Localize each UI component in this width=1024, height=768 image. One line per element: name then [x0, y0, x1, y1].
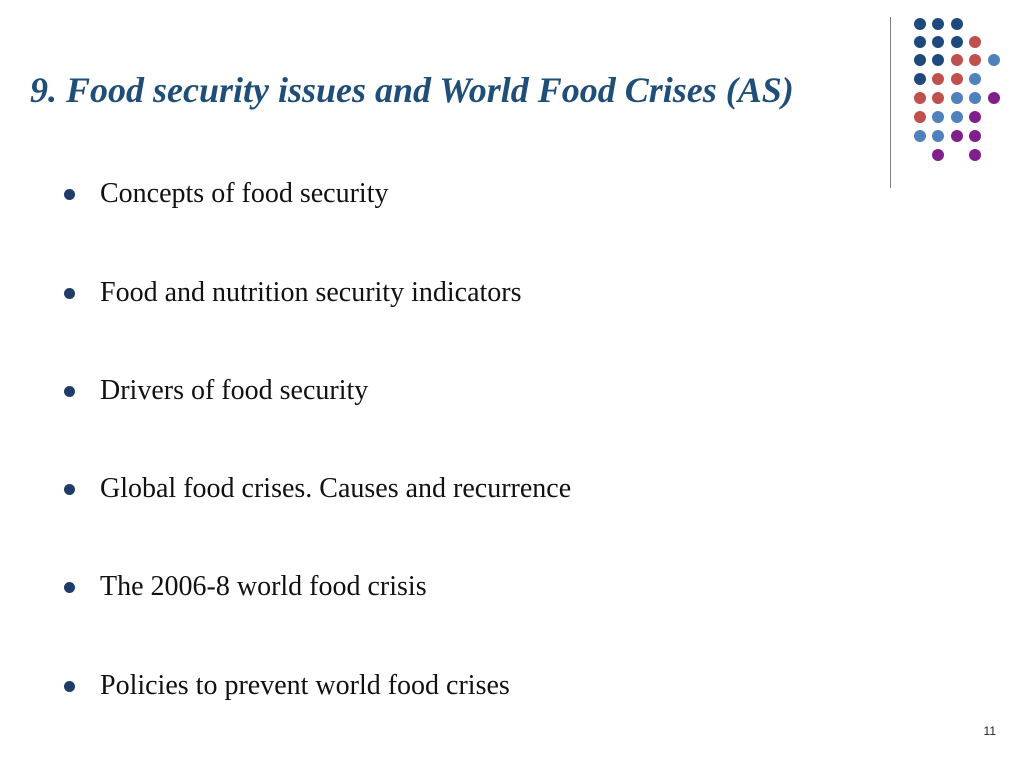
bullet-marker: [64, 288, 75, 299]
page-number: 11: [983, 724, 996, 738]
bullet-item: [64, 174, 389, 214]
bullet-marker: [64, 484, 75, 495]
bullet-text: Food and nutrition security indicators: [100, 277, 522, 308]
bullet-text: Drivers of food security: [100, 375, 369, 406]
bullet-text: Global food crises. Causes and recurrence: [100, 473, 572, 504]
bullet-marker: [64, 582, 75, 593]
bullet-text: Concepts of food security: [100, 178, 389, 209]
bullet-item: [64, 371, 368, 411]
bullet-marker: [64, 681, 75, 692]
bullet-item: [64, 666, 510, 706]
bullet-item: [64, 567, 427, 607]
bullet-marker: [64, 386, 75, 397]
bullet-item: [64, 469, 571, 509]
bullet-marker: [64, 189, 75, 200]
bullet-text: The 2006-8 world food crisis: [100, 571, 427, 602]
bullet-item: [64, 273, 522, 313]
bullet-text: Policies to prevent world food crises: [100, 670, 510, 701]
slide-title: 9. Food security issues and World Food Crises (AS): [30, 70, 794, 110]
